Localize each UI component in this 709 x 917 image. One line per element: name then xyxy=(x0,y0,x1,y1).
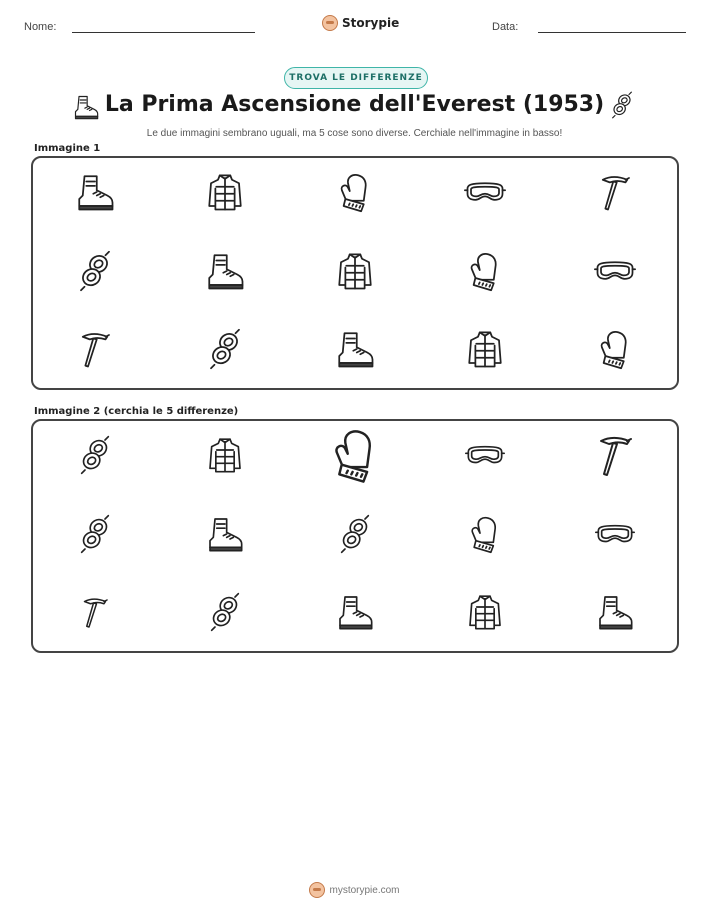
jacket-icon xyxy=(204,171,246,213)
mitten-icon xyxy=(594,328,636,370)
rope-icon[interactable] xyxy=(75,514,115,554)
ice-axe-icon xyxy=(74,328,116,370)
jacket-icon xyxy=(464,328,506,370)
boot-icon[interactable] xyxy=(595,592,635,632)
date-label: Data: xyxy=(492,21,519,33)
storypie-logo-icon xyxy=(322,15,338,31)
boot-icon[interactable] xyxy=(205,514,245,554)
rope-icon xyxy=(204,328,246,370)
footer xyxy=(0,882,709,898)
goggles-icon[interactable] xyxy=(465,435,505,475)
ice-axe-icon[interactable] xyxy=(591,431,639,479)
mitten-icon xyxy=(334,171,376,213)
rope-icon xyxy=(74,250,116,292)
boot-icon xyxy=(74,171,116,213)
activity-badge: TROVA LE DIFFERENZE xyxy=(284,67,428,89)
image2-panel[interactable] xyxy=(31,419,679,653)
ice-axe-icon[interactable] xyxy=(77,594,113,630)
jacket-icon[interactable] xyxy=(465,592,505,632)
date-line[interactable] xyxy=(538,32,686,33)
goggles-icon xyxy=(464,171,506,213)
name-line[interactable] xyxy=(72,32,255,33)
section2-label: Immagine 2 (cerchia le 5 differenze) xyxy=(34,406,239,417)
jacket-icon xyxy=(334,250,376,292)
rope-icon[interactable] xyxy=(205,592,245,632)
boot-icon xyxy=(334,328,376,370)
page-title: La Prima Ascensione dell'Everest (1953) xyxy=(104,92,605,117)
jacket-icon[interactable] xyxy=(205,435,245,475)
mitten-icon[interactable] xyxy=(326,426,384,484)
mitten-icon[interactable] xyxy=(465,514,505,554)
image1-panel xyxy=(31,156,679,390)
rope-icon[interactable] xyxy=(335,514,375,554)
goggles-icon xyxy=(594,250,636,292)
brand-name: Storypie xyxy=(342,16,400,30)
ice-axe-icon xyxy=(594,171,636,213)
storypie-logo-icon xyxy=(309,882,325,898)
boot-icon xyxy=(204,250,246,292)
section1-label: Immagine 1 xyxy=(34,143,101,154)
instructions: Le due immagini sembrano uguali, ma 5 cose sono diverse. Cerchiale nell'immagine in basso! xyxy=(146,128,563,139)
brand-logo xyxy=(322,15,399,31)
name-label: Nome: xyxy=(24,21,57,33)
rope-icon xyxy=(608,91,636,119)
goggles-icon[interactable] xyxy=(595,514,635,554)
mitten-icon xyxy=(464,250,506,292)
footer-url[interactable]: mystorypie.com xyxy=(329,884,400,896)
boot-icon[interactable] xyxy=(335,592,375,632)
rope-icon[interactable] xyxy=(75,435,115,475)
